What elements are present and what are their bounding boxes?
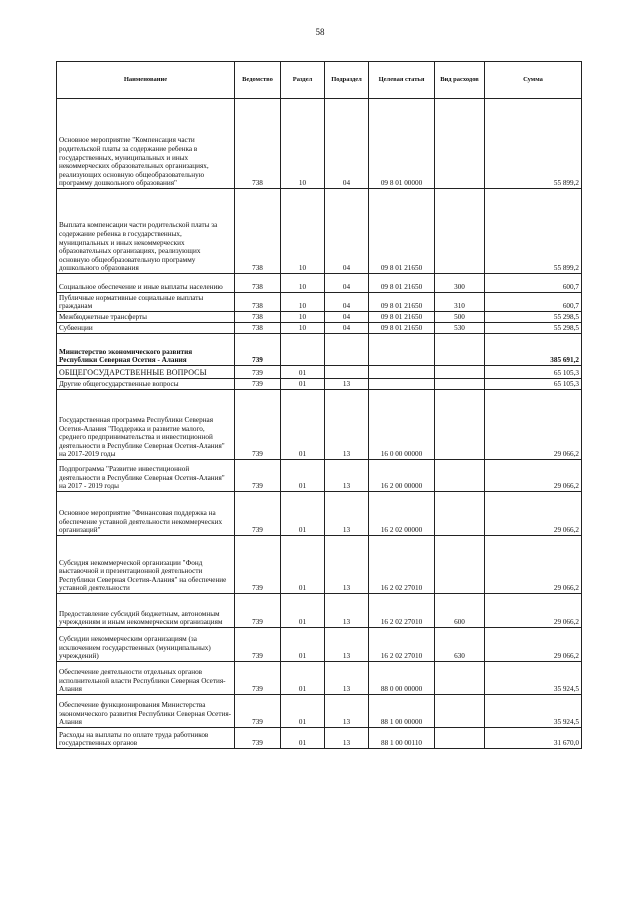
budget-table	[56, 61, 582, 749]
table-row	[57, 390, 582, 460]
table-row	[57, 366, 582, 379]
cell-target: 09 8 01 21650	[369, 189, 435, 274]
cell-target: 16 2 02 00000	[369, 492, 435, 536]
cell-ved: 739	[235, 460, 281, 492]
cell-sum: 600,7	[485, 293, 582, 312]
cell-ved: 739	[235, 334, 281, 366]
header-sum: Сумма	[485, 62, 582, 99]
cell-razdel: 01	[281, 695, 325, 728]
cell-target: 09 8 01 21650	[369, 293, 435, 312]
cell-name: Основное мероприятие "Компенсация части родительской платы за содержание ребенка в государственных, муниципальных и иных некоммерческих образовательных организациях, реализующих основную общеобразовательную программу дошкольного образования"	[57, 99, 235, 189]
cell-vid: 300	[435, 274, 485, 293]
cell-podrazdel	[325, 334, 369, 366]
table-header-row	[57, 62, 582, 99]
cell-razdel: 10	[281, 293, 325, 312]
table-row	[57, 379, 582, 390]
cell-podrazdel: 13	[325, 379, 369, 390]
cell-vid	[435, 662, 485, 695]
cell-target: 09 8 01 00000	[369, 99, 435, 189]
table-row	[57, 274, 582, 293]
cell-target: 16 2 02 27010	[369, 536, 435, 594]
cell-ved: 739	[235, 536, 281, 594]
cell-name: Министерство экономического развития Республики Северная Осетия - Алания	[57, 334, 235, 366]
cell-sum: 65 105,3	[485, 379, 582, 390]
table-row	[57, 323, 582, 334]
table-row	[57, 460, 582, 492]
cell-target	[369, 334, 435, 366]
header-razdel: Раздел	[281, 62, 325, 99]
cell-ved: 739	[235, 379, 281, 390]
cell-podrazdel: 04	[325, 189, 369, 274]
header-target: Целевая статья	[369, 62, 435, 99]
cell-target: 16 0 00 00000	[369, 390, 435, 460]
table-row	[57, 728, 582, 749]
page-number: 58	[315, 27, 325, 37]
cell-name: ОБЩЕГОСУДАРСТВЕННЫЕ ВОПРОСЫ	[57, 366, 235, 379]
cell-razdel: 01	[281, 460, 325, 492]
cell-razdel	[281, 334, 325, 366]
cell-ved: 739	[235, 366, 281, 379]
cell-ved: 738	[235, 274, 281, 293]
cell-target: 16 2 00 00000	[369, 460, 435, 492]
cell-sum: 600,7	[485, 274, 582, 293]
cell-target: 16 2 02 27010	[369, 628, 435, 662]
cell-vid: 600	[435, 594, 485, 628]
cell-vid	[435, 536, 485, 594]
cell-podrazdel: 04	[325, 312, 369, 323]
cell-ved: 739	[235, 390, 281, 460]
cell-vid	[435, 695, 485, 728]
cell-podrazdel: 13	[325, 628, 369, 662]
cell-target: 09 8 01 21650	[369, 274, 435, 293]
cell-name: Субсидия некоммерческой организации "Фонд выставочной и презентационной деятельности Республики Северная Осетия-Алания" на обеспечение уставной деятельности	[57, 536, 235, 594]
cell-name: Подпрограмма "Развитие инвестиционной деятельности в Республике Северная Осетия-Алания" на 2017 - 2019 годы	[57, 460, 235, 492]
cell-sum: 385 691,2	[485, 334, 582, 366]
cell-podrazdel: 13	[325, 662, 369, 695]
cell-ved: 739	[235, 492, 281, 536]
cell-podrazdel: 13	[325, 728, 369, 749]
cell-razdel: 10	[281, 312, 325, 323]
cell-vid	[435, 492, 485, 536]
cell-name: Обеспечение функционирования Министерства экономического развития Республики Северная Осетия-Алания	[57, 695, 235, 728]
cell-vid	[435, 379, 485, 390]
cell-podrazdel: 13	[325, 594, 369, 628]
cell-vid: 310	[435, 293, 485, 312]
table-row	[57, 293, 582, 312]
cell-sum: 29 066,2	[485, 628, 582, 662]
cell-razdel: 10	[281, 99, 325, 189]
cell-target	[369, 379, 435, 390]
cell-sum: 55 298,5	[485, 312, 582, 323]
table-row	[57, 695, 582, 728]
cell-razdel: 10	[281, 274, 325, 293]
cell-vid: 500	[435, 312, 485, 323]
cell-target: 09 8 01 21650	[369, 312, 435, 323]
cell-sum: 29 066,2	[485, 492, 582, 536]
cell-vid: 630	[435, 628, 485, 662]
cell-target: 16 2 02 27010	[369, 594, 435, 628]
cell-ved: 739	[235, 728, 281, 749]
cell-vid	[435, 99, 485, 189]
cell-podrazdel: 13	[325, 390, 369, 460]
cell-ved: 738	[235, 99, 281, 189]
cell-podrazdel	[325, 366, 369, 379]
cell-podrazdel: 04	[325, 323, 369, 334]
cell-razdel: 10	[281, 323, 325, 334]
cell-razdel: 10	[281, 189, 325, 274]
cell-razdel: 01	[281, 728, 325, 749]
cell-ved: 738	[235, 312, 281, 323]
header-podrazdel: Подраздел	[325, 62, 369, 99]
cell-vid	[435, 390, 485, 460]
cell-razdel: 01	[281, 379, 325, 390]
cell-name: Межбюджетные трансферты	[57, 312, 235, 323]
cell-podrazdel: 13	[325, 695, 369, 728]
cell-name: Субвенции	[57, 323, 235, 334]
cell-podrazdel: 04	[325, 99, 369, 189]
cell-vid	[435, 366, 485, 379]
cell-ved: 739	[235, 594, 281, 628]
table-row	[57, 662, 582, 695]
cell-name: Основное мероприятие "Финансовая поддержка на обеспечение уставной деятельности некоммерческих организаций"	[57, 492, 235, 536]
cell-sum: 55 298,5	[485, 323, 582, 334]
cell-name: Субсидии некоммерческим организациям (за исключением государственных (муниципальных) учреждений)	[57, 628, 235, 662]
cell-sum: 29 066,2	[485, 536, 582, 594]
cell-vid	[435, 728, 485, 749]
cell-ved: 738	[235, 189, 281, 274]
cell-vid	[435, 334, 485, 366]
cell-razdel: 01	[281, 390, 325, 460]
cell-target	[369, 366, 435, 379]
cell-sum: 55 899,2	[485, 189, 582, 274]
cell-name: Социальное обеспечение и иные выплаты населению	[57, 274, 235, 293]
table-row	[57, 536, 582, 594]
cell-sum: 29 066,2	[485, 594, 582, 628]
cell-sum: 35 924,5	[485, 695, 582, 728]
cell-razdel: 01	[281, 492, 325, 536]
cell-podrazdel: 13	[325, 536, 369, 594]
header-vid: Вид расходов	[435, 62, 485, 99]
cell-razdel: 01	[281, 594, 325, 628]
cell-sum: 65 105,3	[485, 366, 582, 379]
cell-target: 09 8 01 21650	[369, 323, 435, 334]
cell-vid: 530	[435, 323, 485, 334]
cell-sum: 55 899,2	[485, 99, 582, 189]
cell-vid	[435, 189, 485, 274]
cell-name: Расходы на выплаты по оплате труда работников государственных органов	[57, 728, 235, 749]
cell-target: 88 1 00 00110	[369, 728, 435, 749]
cell-razdel: 01	[281, 628, 325, 662]
cell-podrazdel: 04	[325, 274, 369, 293]
cell-ved: 738	[235, 293, 281, 312]
table-row	[57, 189, 582, 274]
cell-razdel: 01	[281, 662, 325, 695]
cell-sum: 29 066,2	[485, 390, 582, 460]
table-row	[57, 334, 582, 366]
table-row	[57, 492, 582, 536]
cell-sum: 31 670,0	[485, 728, 582, 749]
cell-podrazdel: 04	[325, 293, 369, 312]
table-row	[57, 312, 582, 323]
cell-name: Государственная программа Республики Северная Осетия-Алания "Поддержка и развитие малого, среднего предпринимательства и инвестиционной деятельности в Республике Северная Осетия-Алания" на 2017-2019 годы	[57, 390, 235, 460]
cell-sum: 35 924,5	[485, 662, 582, 695]
cell-ved: 739	[235, 628, 281, 662]
cell-name: Обеспечение деятельности отдельных органов исполнительной власти Республики Северная Осетия-Алания	[57, 662, 235, 695]
table-row	[57, 628, 582, 662]
cell-target: 88 0 00 00000	[369, 662, 435, 695]
cell-ved: 739	[235, 662, 281, 695]
cell-target: 88 1 00 00000	[369, 695, 435, 728]
cell-name: Предоставление субсидий бюджетным, автономным учреждениям и иным некоммерческим организациям	[57, 594, 235, 628]
cell-vid	[435, 460, 485, 492]
cell-razdel: 01	[281, 366, 325, 379]
table-row	[57, 99, 582, 189]
cell-sum: 29 066,2	[485, 460, 582, 492]
cell-name: Другие общегосударственные вопросы	[57, 379, 235, 390]
header-ved: Ведомство	[235, 62, 281, 99]
cell-name: Выплата компенсации части родительской платы за содержание ребенка в государственных, муниципальных и иных некоммерческих образовательных организациях, реализующих основную общеобразовательную программу дошкольного образования	[57, 189, 235, 274]
table-row	[57, 594, 582, 628]
cell-ved: 739	[235, 695, 281, 728]
cell-ved: 738	[235, 323, 281, 334]
cell-podrazdel: 13	[325, 492, 369, 536]
cell-name: Публичные нормативные социальные выплаты гражданам	[57, 293, 235, 312]
cell-razdel: 01	[281, 536, 325, 594]
header-name: Наименование	[57, 62, 235, 99]
cell-podrazdel: 13	[325, 460, 369, 492]
